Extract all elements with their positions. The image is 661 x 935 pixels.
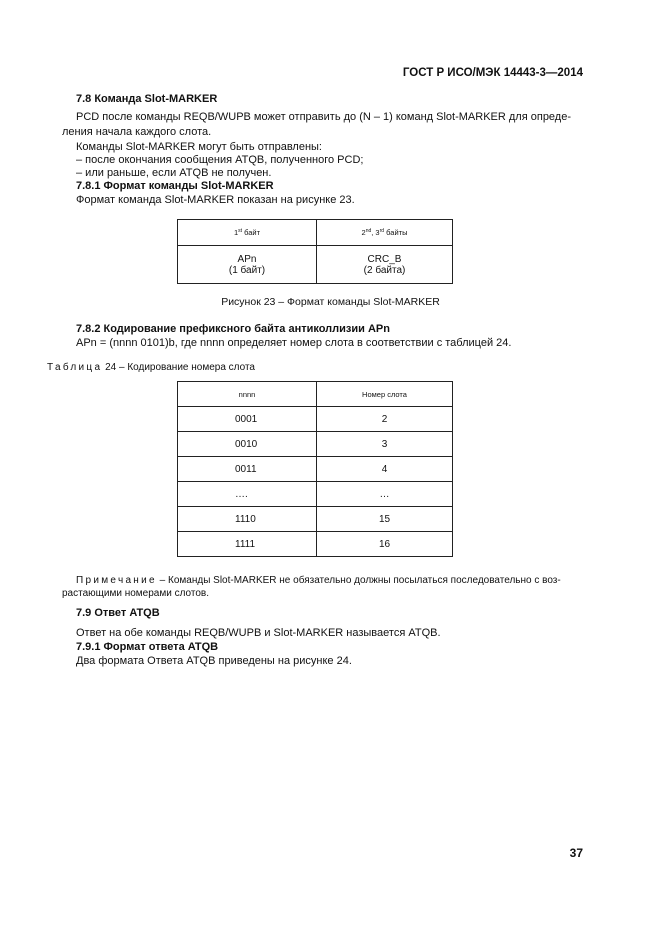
table-row [178, 407, 453, 432]
section-7-9-1-title: 7.9.1 Формат ответа ATQB [76, 641, 219, 653]
table-cell-nnnn: 0011 [178, 457, 317, 482]
table-row [178, 482, 453, 507]
s79-text: Ответ на обе команды REQB/WUPB и Slot-MARKER называется ATQB. [76, 627, 441, 639]
table-row [178, 432, 453, 457]
table-24 [177, 381, 453, 557]
table-row [178, 457, 453, 482]
table-24-header-nnnn: nnnn [178, 382, 317, 407]
section-7-8-title: 7.8 Команда Slot-MARKER [76, 93, 218, 105]
section-7-9-title: 7.9 Ответ ATQB [76, 607, 160, 619]
s78-list-item-2: – или раньше, если ATQB не получен. [76, 167, 272, 179]
table-cell-slot: … [317, 482, 453, 507]
s78-list-item-1: – после окончания сообщения ATQB, полученного PCD; [76, 154, 364, 166]
table-row [178, 507, 453, 532]
table-cell-slot: 4 [317, 457, 453, 482]
table-cell-slot: 3 [317, 432, 453, 457]
table-24-caption: Таблица 24 – Кодирование номера слота [47, 362, 255, 373]
document-code: ГОСТ Р ИСО/МЭК 14443-3—2014 [402, 67, 583, 79]
table-24-header-slot: Номер слота [317, 382, 453, 407]
section-7-8-2-title: 7.8.2 Кодирование префиксного байта антиколлизии APn [76, 323, 390, 335]
fig23-header-2: 2nd, 3rd байты [317, 220, 453, 246]
s791-text: Два формата Ответа ATQB приведены на рисунке 24. [76, 655, 352, 667]
table-cell-slot: 16 [317, 532, 453, 557]
table-cell-nnnn: 1110 [178, 507, 317, 532]
s781-text: Формат команда Slot-MARKER показан на рисунке 23. [76, 194, 355, 206]
section-7-8-1-title: 7.8.1 Формат команды Slot-MARKER [76, 180, 274, 192]
s78-para2: Команды Slot-MARKER могут быть отправлены: [76, 141, 322, 153]
table-cell-nnnn: 0010 [178, 432, 317, 457]
table-row [178, 532, 453, 557]
s78-para1-line1: PCD после команды REQB/WUPB может отправить до (N – 1) команд Slot-MARKER для опреде- [76, 111, 572, 123]
fig23-cell-apn: APn (1 байт) [178, 246, 317, 284]
s78-para1-line2: ления начала каждого слота. [62, 126, 212, 138]
table-cell-nnnn: 0001 [178, 407, 317, 432]
table-cell-slot: 15 [317, 507, 453, 532]
figure-23-table [177, 219, 453, 284]
table-cell-nnnn: …. [178, 482, 317, 507]
page-number: 37 [569, 846, 583, 860]
table-cell-nnnn: 1111 [178, 532, 317, 557]
table-cell-slot: 2 [317, 407, 453, 432]
fig23-header-1: 1st байт [178, 220, 317, 246]
note-line-1: Примечание – Команды Slot-MARKER не обязательно должны посылаться последовательно с воз- [76, 575, 561, 586]
note-line-2: растающими номерами слотов. [62, 588, 209, 599]
fig23-cell-crcb: CRC_B (2 байта) [317, 246, 453, 284]
s782-text: APn = (nnnn 0101)b, где nnnn определяет номер слота в соответствии с таблицей 24. [76, 337, 512, 349]
figure-23-caption: Рисунок 23 – Формат команды Slot-MARKER [221, 296, 440, 308]
